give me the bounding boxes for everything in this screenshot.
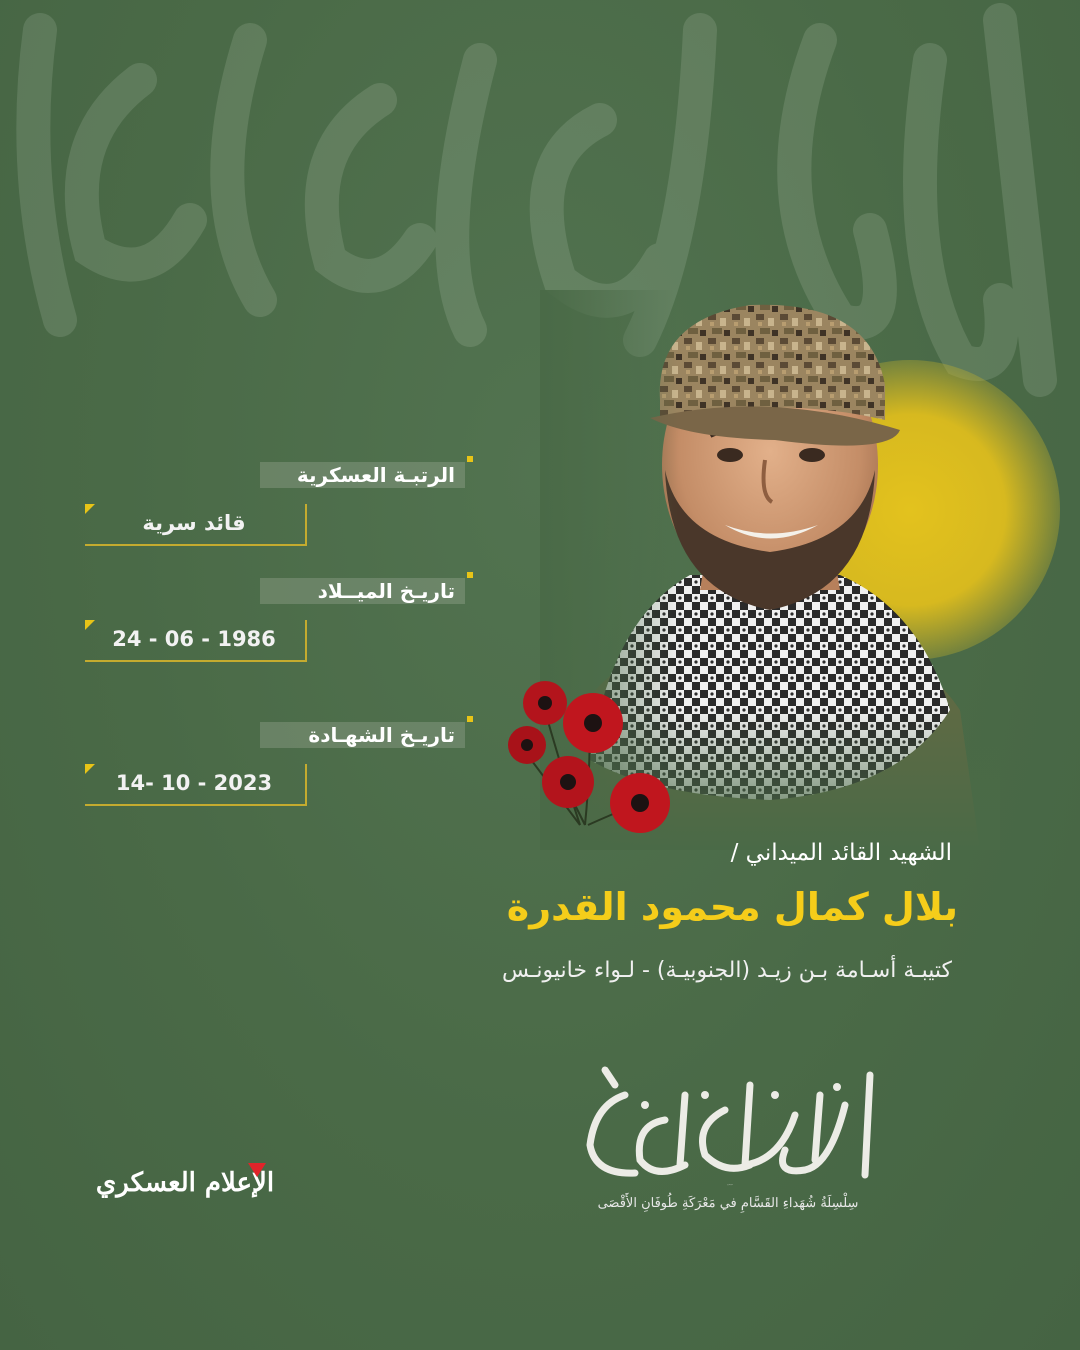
field-value: 14- 10 - 2023	[115, 771, 273, 795]
field-marker-dot	[467, 456, 473, 462]
field-martyrdom-date	[85, 722, 480, 822]
field-military-rank	[85, 462, 480, 562]
field-value: قائد سرية	[142, 511, 246, 535]
field-corner-triangle	[85, 620, 95, 630]
field-marker-dot	[467, 716, 473, 722]
series-logo	[575, 1065, 885, 1190]
subject-title: الشهيد القائد الميداني /	[730, 840, 952, 866]
poppy-flowers	[490, 675, 690, 845]
media-logo-text: الإعلام العسكري	[95, 1168, 275, 1198]
media-logo-triangle-icon	[248, 1163, 266, 1177]
subject-name: بلال كمال محمود القدرة	[506, 885, 958, 929]
field-label: تاريـخ الشهـادة	[308, 723, 455, 747]
field-corner-triangle	[85, 504, 95, 514]
field-value: 24 - 06 - 1986	[112, 627, 276, 651]
field-label: تاريـخ الميــلاد	[317, 579, 455, 603]
series-logo-text: أقمار الطوفان	[727, 1185, 733, 1186]
field-birth-date	[85, 578, 480, 678]
field-marker-dot	[467, 572, 473, 578]
series-subtitle: سِلْسِلَةُ شُهَداءِ القَسَّامِ في مَعْرَكَةِ طُوفَانِ الأَقْصَى	[597, 1196, 859, 1211]
field-label: الرتبـة العسكرية	[296, 463, 455, 487]
subject-unit: كتيبـة أسـامة بـن زيـد (الجنوبيـة) - لـواء خانيونـس	[501, 958, 952, 983]
field-corner-triangle	[85, 764, 95, 774]
